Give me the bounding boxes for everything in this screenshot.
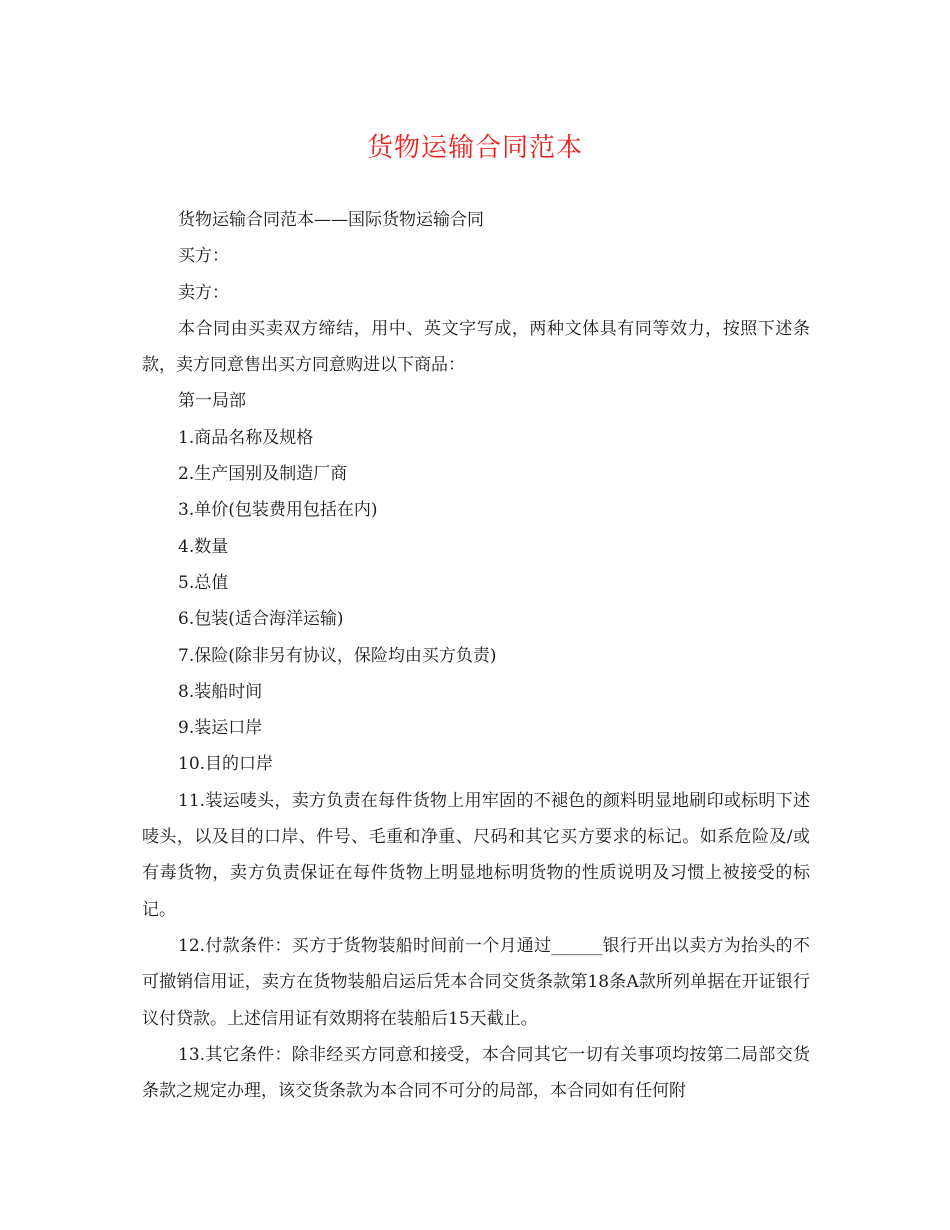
paragraph-item-10: 10.目的口岸 [178,754,274,775]
paragraph-item-5: 5.总值 [178,572,229,593]
paragraph-item-7: 7.保险(除非另有协议，保险均由买方负责) [178,645,497,666]
paragraph-item-9: 9.装运口岸 [178,718,263,739]
paragraph-item-11: 11.装运唛头，卖方负责在每件货物上用牢固的不褪色的颜料明显地刷印或标明下述唛头，以及目的口岸、件号、毛重和净重、尺码和其它买方要求的标记。如系危险及/或有毒货物，卖方负责保证在每件货物上明显地标明货物的性质说明及习惯上被接受的标记。 [142,790,810,920]
document-body [142,202,810,1109]
paragraph-item-12: 12.付款条件：买方于货物装船时间前一个月通过______银行开出以卖方为抬头的不可撤销信用证，卖方在货物装船启运后凭本合同交货条款第18条A款所列单据在开证银行议付贷款。上述信用证有效期将在装船后15天截止。 [142,935,810,1029]
paragraph-buyer: 买方： [178,246,229,267]
paragraph-seller: 卖方： [178,282,229,303]
paragraph-subtitle: 货物运输合同范本——国际货物运输合同 [178,210,484,230]
paragraph-item-4: 4.数量 [178,536,229,557]
paragraph-item-3: 3.单价(包装费用包括在内) [178,500,378,521]
paragraph-item-2: 2.生产国别及制造厂商 [178,464,348,485]
paragraph-item-1: 1.商品名称及规格 [178,427,314,448]
document-title: 货物运输合同范本 [366,133,583,163]
paragraph-item-6: 6.包装(适合海洋运输) [178,609,344,630]
paragraph-part-one: 第一局部 [178,391,246,412]
paragraph-item-13: 13.其它条件：除非经买方同意和接受，本合同其它一切有关事项均按第二局部交货条款之规定办理，该交货条款为本合同不可分的局部，本合同如有任何附 [142,1044,810,1102]
paragraph-preamble: 本合同由买卖双方缔结，用中、英文字写成，两种文体具有同等效力，按照下述条款，卖方同意售出买方同意购进以下商品： [142,318,810,376]
paragraph-item-8: 8.装船时间 [178,681,263,702]
